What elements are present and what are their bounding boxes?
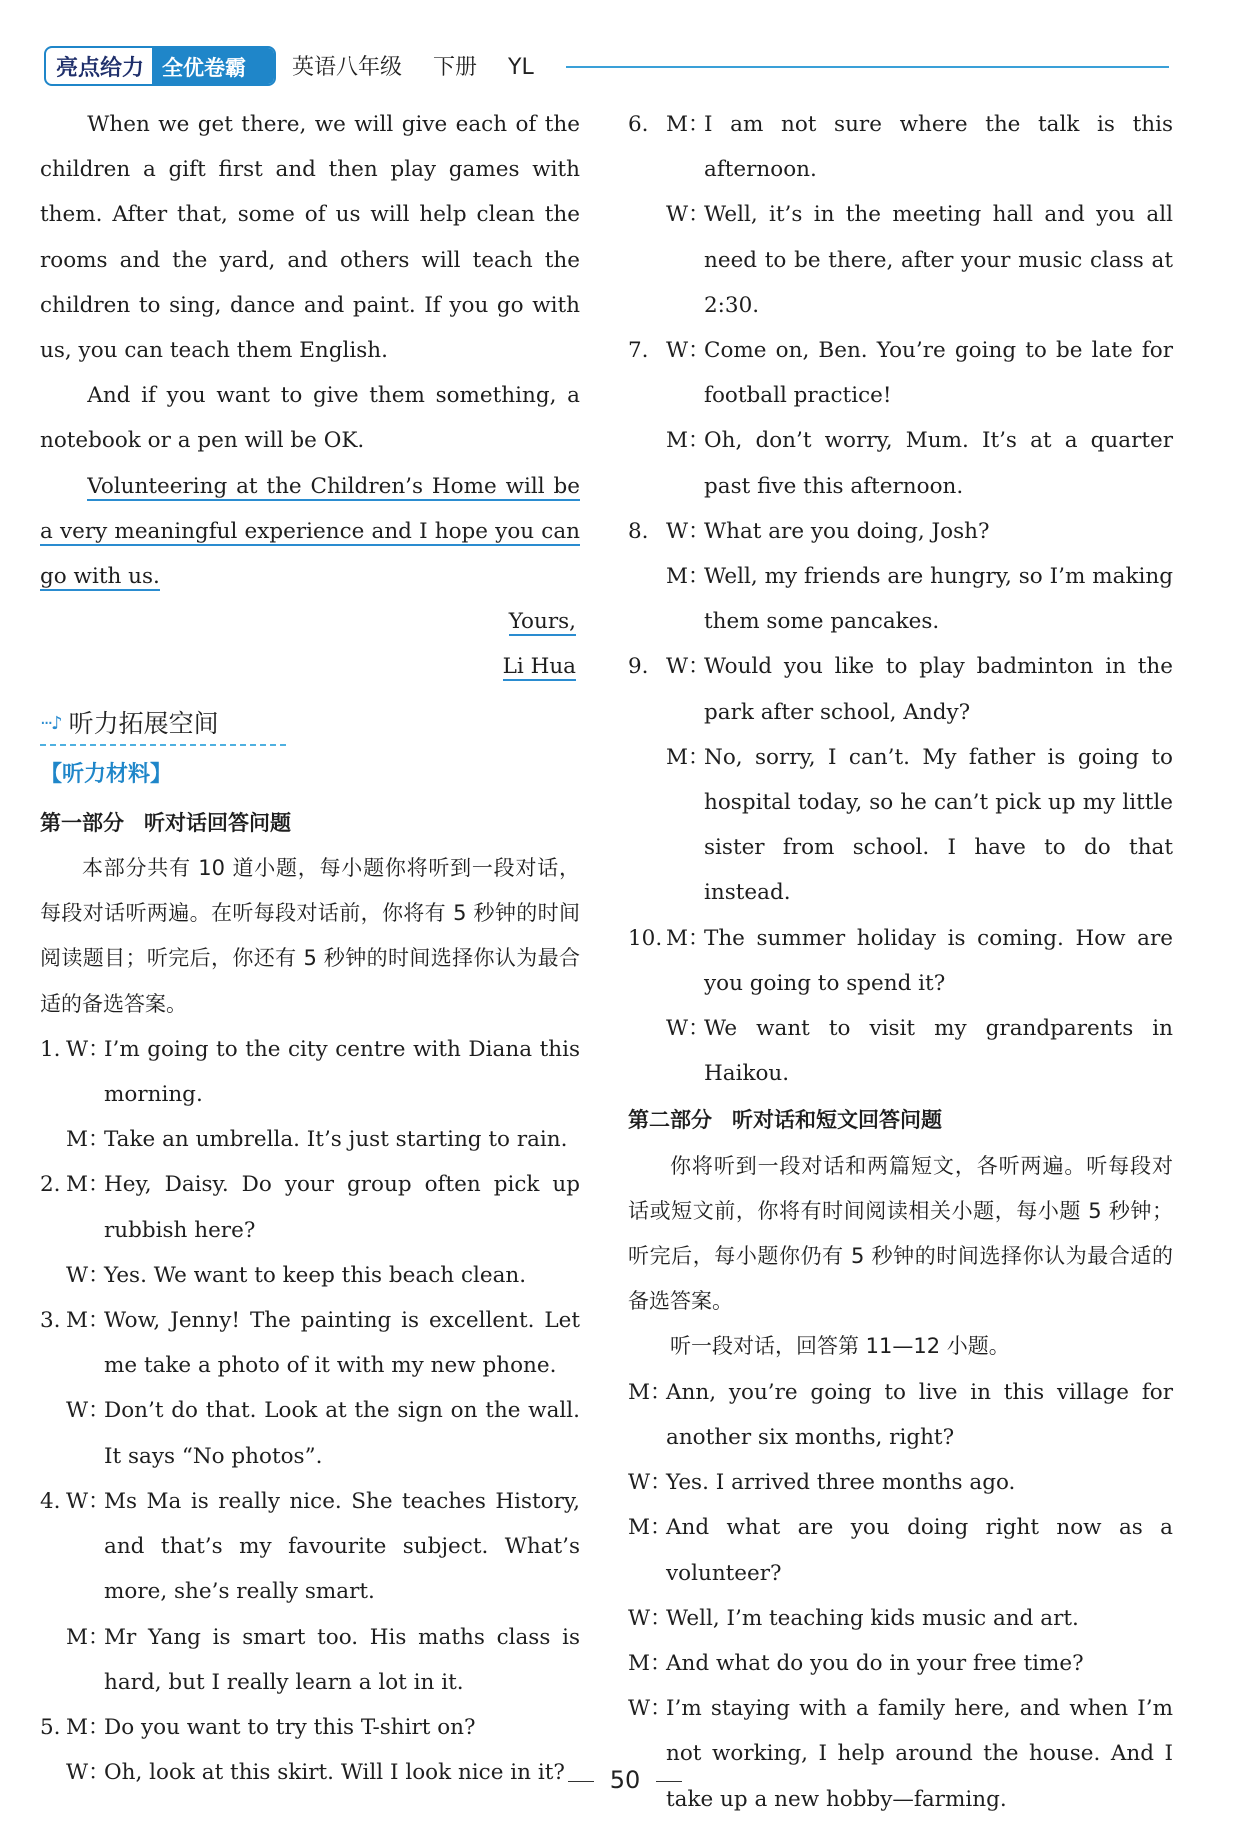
dialogue-text: Hey, Daisy. Do your group often pick up rubbish here? [104,1172,580,1243]
question-number: 4. [40,1488,61,1514]
speaker-label: W： [666,338,710,364]
dialogue-text: Well, I’m teaching kids music and art. [666,1605,1079,1631]
subject-grade: 英语八年级 [292,55,403,80]
letter-paragraph-3 [40,464,580,600]
dialogue-line [40,1162,580,1252]
dialogue-line [40,1388,580,1478]
dialogue-line [628,644,1173,734]
speaker-label: W： [666,202,710,228]
speaker-label: M： [628,1379,672,1405]
dialogue-text: Yes. I arrived three months ago. [666,1470,1016,1496]
dialogue-text: Oh, don’t worry, Mum. It’s at a quarter past five this afternoon. [704,428,1173,499]
dialogue-text: No, sorry, I can’t. My father is going to hospital today, so he can’t pick up my little sister from school. I have to do that instead. [704,744,1173,906]
dialogue-text: And what are you doing right now as a volunteer? [666,1515,1173,1586]
dialogue-line [628,1006,1173,1096]
dialogue-list-right [628,102,1173,1096]
speaker-label: W： [66,1262,110,1288]
speaker-label: W： [66,1036,110,1062]
speaker-label: M： [66,1624,110,1650]
dialogue-text: We want to visit my grandparents in Haikou. [704,1016,1173,1087]
right-column [628,102,1173,1822]
left-column [40,102,580,1795]
series-logo [44,46,276,86]
dialogue-text: Do you want to try this T-shirt on? [104,1714,476,1740]
speaker-label: M： [666,428,710,454]
dialogue-text: The summer holiday is coming. How are you going to spend it? [704,925,1173,996]
question-number: 8. [628,518,649,544]
dialogue-line [628,1460,1173,1505]
dialogue-line [628,1641,1173,1686]
speaker-label: W： [628,1605,672,1631]
letter-closing: Yours, [508,609,576,635]
dialogue-text: Well, my friends are hungry, so I’m making them some pancakes. [704,564,1173,635]
page-header [44,42,1169,88]
dialogue-line [628,328,1173,418]
book-info [292,50,558,81]
part-2-instructions: 你将听到一段对话和两篇短文，各听两遍。听每段对话或短文前，你将有时间阅读相关小题，每小题 5 秒钟；听完后，每小题你仍有 5 秒钟的时间选择你认为最合适的备选答案。 [628,1153,1173,1314]
question-number: 3. [40,1308,61,1334]
speaker-label: W： [666,654,710,680]
dialogue-text: Mr Yang is smart too. His maths class is hard, but I really learn a lot in it. [104,1624,580,1695]
part-2-heading: 第二部分 听对话和短文回答问题 [628,1108,942,1133]
question-number: 7. [628,338,649,364]
listening-material-label: 【听力材料】 [40,761,173,787]
speaker-label: W： [66,1488,110,1514]
dialogue-text: Don’t do that. Look at the sign on the wall. It says “No photos”. [104,1398,580,1469]
question-number: 10. [628,925,663,951]
page-number: 50 [0,1766,1250,1794]
headphones-icon: ···♪ [40,713,61,735]
part-2-dialogue [628,1370,1173,1822]
section-heading: ···♪ 听力拓展空间 [40,704,286,746]
speaker-label: M： [66,1308,110,1334]
speaker-label: M： [66,1714,110,1740]
brand-part-1: 亮点给力 [56,56,145,81]
dialogue-line [628,1596,1173,1641]
speaker-label: M： [66,1172,110,1198]
dialogue-line [40,1298,580,1388]
part-1-heading: 第一部分 听对话回答问题 [40,810,291,835]
dialogue-line [628,192,1173,328]
dialogue-line [40,1253,580,1298]
dialogue-line [628,1686,1173,1822]
dialogue-text: Come on, Ben. You’re going to be late for football practice! [704,338,1173,409]
dialogue-text: Ann, you’re going to live in this village for another six months, right? [666,1379,1173,1450]
dialogue-text: I’m staying with a family here, and when I’m not working, I help around the house. And I take up a new hobby—farming. [666,1696,1173,1812]
dialogue-line [628,418,1173,508]
dialogue-text: Oh, look at this skirt. Will I look nice in it? [104,1760,565,1786]
header-rule [566,66,1169,68]
dialogue-line [628,102,1173,192]
letter-signature: Li Hua [502,654,576,680]
question-number: 5. [40,1714,61,1740]
speaker-label: W： [66,1398,110,1424]
dialogue-text: Take an umbrella. It’s just starting to rain. [104,1127,568,1153]
speaker-label: M： [66,1127,110,1153]
brand-part-2: 全优卷霸 [152,48,274,84]
letter-paragraph-2: And if you want to give them something, a notebook or a pen will be OK. [40,383,580,454]
speaker-label: M： [628,1515,672,1541]
edition: YL [508,55,534,80]
dialogue-line [628,1370,1173,1460]
speaker-label: W： [628,1696,672,1722]
part-2-sub-instruction: 听一段对话，回答第 11—12 小题。 [670,1334,1010,1359]
dialogue-line [40,1705,580,1750]
question-number: 1. [40,1036,61,1062]
speaker-label: M： [628,1650,672,1676]
speaker-label: W： [66,1760,110,1786]
speaker-label: M： [666,744,710,770]
dialogue-text: Ms Ma is really nice. She teaches History, and that’s my favourite subject. What’s more, she’s really smart. [104,1488,580,1605]
dialogue-line [628,1505,1173,1595]
speaker-label: M： [666,564,710,590]
speaker-label: W： [666,1016,710,1042]
speaker-label: M： [666,925,710,951]
underlined-sentence: Volunteering at the Children’s Home will be a very meaningful experience and I hope you can go with us. [40,473,580,590]
letter-paragraph-1: When we get there, we will give each of the children a gift first and then play games with them. After that, some of us will help clean the rooms and the yard, and others will teach the children to sing, dance and paint. If you go with us, you can teach them English. [40,112,580,364]
dialogue-line [628,509,1173,554]
volume: 下册 [433,55,478,80]
dialogue-line [628,735,1173,916]
dialogue-text: I’m going to the city centre with Diana this morning. [104,1036,580,1108]
question-number: 2. [40,1172,61,1198]
dialogue-text: What are you doing, Josh? [704,518,990,544]
dialogue-line [628,916,1173,1006]
dialogue-text: I am not sure where the talk is this afternoon. [704,112,1173,183]
speaker-label: W： [666,518,710,544]
dialogue-line [40,1117,580,1162]
dialogue-list-left [40,1027,580,1795]
dialogue-text: And what do you do in your free time? [666,1650,1084,1676]
question-number: 6. [628,112,649,137]
dialogue-text: Well, it’s in the meeting hall and you all need to be there, after your music class at 2:30. [704,202,1173,318]
part-1-instructions: 本部分共有 10 道小题，每小题你将听到一段对话，每段对话听两遍。在听每段对话前，你将有 5 秒钟的时间阅读题目；听完后，你还有 5 秒钟的时间选择你认为最合适的备选答案。 [40,856,580,1016]
dialogue-line [40,1615,580,1705]
dialogue-text: Yes. We want to keep this beach clean. [104,1262,527,1288]
question-number: 9. [628,654,649,680]
dialogue-line [40,1479,580,1615]
dialogue-text: Would you like to play badminton in the park after school, Andy? [704,654,1173,725]
dialogue-text: Wow, Jenny! The painting is excellent. Let me take a photo of it with my new phone. [104,1308,580,1379]
dialogue-line [628,554,1173,644]
speaker-label: W： [628,1470,672,1496]
dialogue-line [40,1027,580,1117]
speaker-label: M： [666,112,710,137]
